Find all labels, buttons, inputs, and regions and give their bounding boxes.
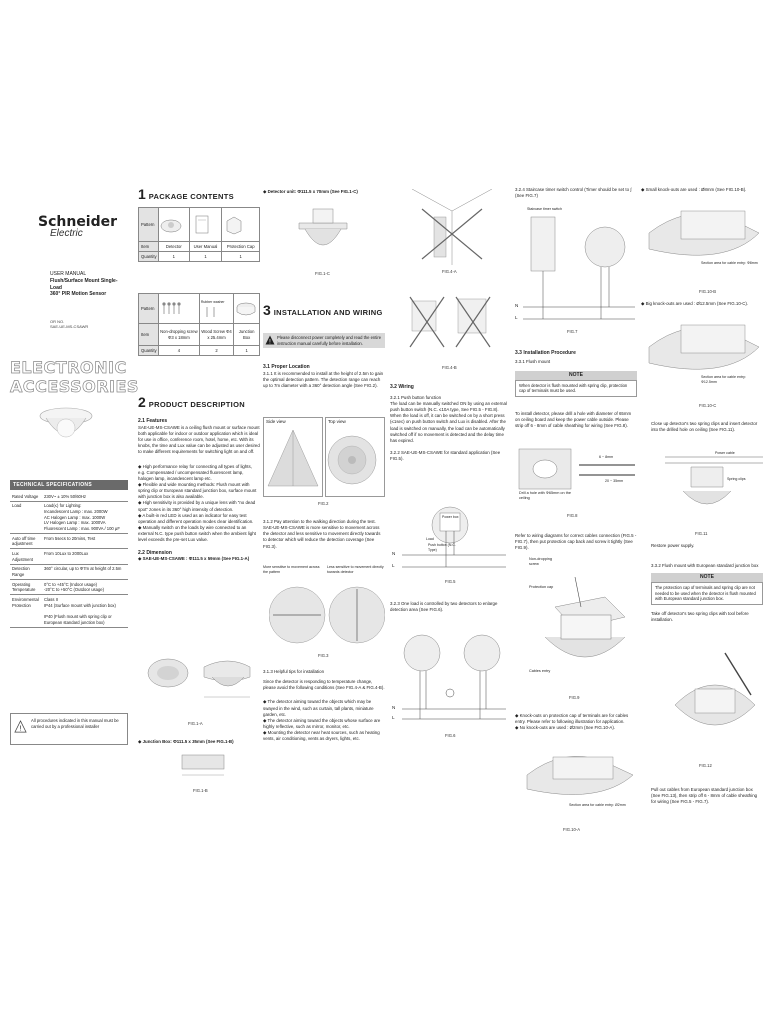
manual-pattern (189, 208, 222, 242)
spec-key: Environmental Protection (10, 595, 42, 627)
item-label: Item (139, 324, 159, 346)
side-view-label: Side view (266, 419, 286, 424)
fig-9-caption: FIG.9 (569, 695, 580, 700)
note-heading: NOTE (651, 573, 763, 582)
location-section (263, 361, 385, 389)
feature-bullet (138, 513, 260, 525)
detector-unit-text: Detector unit: Φ111.5 x 70mm (See FIG.1-C) (267, 189, 358, 194)
location-text-2: 3.1.2 Pay attention to the walking direction during the test. SAE-UE-MS-CSAWE is more sensitive to movement across the detector and less sensitive to movement directly towards to detector which will reduce the detection coverage (See FIG.3). (263, 519, 381, 549)
pattern-label: Pattern (139, 208, 159, 242)
tech-spec-table (10, 492, 128, 628)
staircase-label: Staircase timer switch (527, 207, 562, 211)
feature-bullet-text: High performance relay for connecting all types of lights, e.g. Compensated / uncompensated fluorescent lamp, halogen lamp, incandescent lamp etc. (138, 463, 252, 481)
neutral-label: N (392, 705, 396, 710)
qty-1: 1 (159, 252, 190, 262)
detector-pattern (159, 208, 190, 242)
manual-line1: USER MANUAL (50, 271, 87, 277)
fig-10b-drawing (645, 199, 763, 283)
top-view-box (325, 417, 385, 497)
caution-text: Please disconnect power completely and read the entire instruction manual carefully before installation. (277, 335, 382, 346)
push-button-label: Push button (N.C. Type) (428, 543, 456, 552)
installation-procedure (515, 347, 637, 429)
manual-title (50, 271, 128, 298)
fig-3-labels (263, 565, 385, 575)
fig-11-caption: FIG.11 (695, 531, 708, 536)
strip-label-2: 20 ~ 35mm (605, 479, 624, 483)
spec-value: Load(≤) for Lighting: Incandescent Lamp : max. 2000W AC Halogen Lamp : max. 1000W LV Halogen Lamp : max. 1000VA Fluorescent Lamp : max. 900VA / 100 μF (42, 501, 128, 533)
spec-key: Detection Range (10, 564, 42, 579)
item-2: Wood Screw Φ4 x 25.4mm (199, 324, 233, 346)
non-dropping-label: Non-dropping screw (529, 557, 553, 567)
qty-label: Quantity (139, 252, 159, 262)
fig-4b-drawing (408, 291, 498, 353)
warning-icon (265, 335, 275, 345)
knockout-none: ◆ No knock-outs are used : Ø2mm (See FIG.10-A). (515, 725, 616, 731)
spec-key: Auto off time adjustment (10, 534, 42, 549)
bullet-icon: ◆ (138, 482, 143, 487)
code-line1: OR NO. (50, 319, 65, 324)
manual-sheet (10, 183, 760, 848)
fig-1c-caption: FIG.1-C (315, 271, 330, 276)
fig-11-drawing (665, 447, 763, 525)
fig-10a-drawing (523, 741, 637, 821)
pull-cables-text: Pull out cables from European standard junction box (See FIG.13), then strip off 6 - 8mm of cable sheathing for wiring (See FIG.5 - FIG.7). (651, 787, 758, 805)
fig-10b-caption: FIG.10-B (699, 289, 716, 294)
cover-column (10, 183, 139, 848)
fig-9-drawing (515, 557, 637, 687)
pattern-label: Pattern (139, 294, 159, 324)
item-label: Item (139, 242, 159, 252)
section-2 (138, 394, 260, 562)
fig-7-drawing (515, 207, 637, 325)
big-line2: ACCESSORIES (10, 377, 139, 396)
flush-mount-heading: 3.3.1 Flush mount (515, 358, 551, 364)
section-1-heading (138, 186, 260, 202)
spring-clips-label: Spring clips (727, 477, 746, 481)
remove-clips-text: Take off detector's two spring clips with tool before installation. (651, 610, 749, 623)
fig-8-drawing (515, 445, 637, 511)
fig-4a-caption: FIG.4-A (442, 269, 457, 274)
location-text-1: 3.1.1 It is recommended to install at the height of 2.5m to gain the optimal detection pattern. The detection range can reach up to 7m diameter with a 360° detection angle (See FIG.2). (263, 370, 384, 389)
section-area-label: Section area for cable entry: Φ12.5mm (701, 375, 746, 384)
knockout-text-content: Knock-outs on protection cap of terminals are for cables entry. Please refer to following illustration for application. (515, 713, 629, 725)
item-3: Junction Box (234, 324, 260, 346)
feature-bullet-text: High sensitivity is provided by a unique lens with "no dead spot" zones in its 360° high intensity of detection. (138, 500, 256, 512)
fig-3-caption: FIG.3 (318, 653, 329, 658)
side-view-box (263, 417, 323, 497)
location-heading: 3.1 Proper Location (263, 364, 310, 370)
svg-text:!: ! (19, 723, 22, 733)
item-1: Non-dropping screw Φ3 x 18mm (159, 324, 200, 346)
section-title: INSTALLATION AND WIRING (273, 308, 383, 317)
section-number: 1 (138, 186, 146, 202)
section-number: 3 (263, 302, 271, 318)
tech-spec-row (10, 501, 128, 533)
package-table-1 (138, 207, 260, 262)
tech-spec-heading: TECHNICAL SPECIFICATIONS (10, 480, 128, 490)
power-box-label: Power box (442, 515, 459, 519)
section-area-label: Section area for cable entry: Ø2mm (569, 803, 626, 807)
less-sensitive-label: Less sensitive to movement directly towards detector (327, 565, 384, 574)
features-heading: 2.1 Features (138, 418, 168, 424)
push-button-heading: 3.2.1 Push button function (390, 394, 442, 400)
feature-bullet (138, 525, 260, 543)
tip-bullet-1: ◆ The detector aiming toward the objects which may be swayed in the wind, such as curtain, tall plants, miniature garden, etc. (263, 699, 374, 717)
warning-icon (14, 720, 27, 733)
schneider-logo (38, 215, 117, 239)
tech-spec-row (10, 492, 128, 501)
rubber-washer-label: Rubber washer (200, 300, 225, 305)
big-knockout-text: ◆ Big knock-outs are used : Ø12.5mm (See FIG.10-C). (641, 301, 749, 306)
column-installation (263, 183, 385, 848)
spec-key: Load (10, 501, 42, 533)
power-cable-label: Power cable (715, 451, 735, 455)
note-body: The protection cap of terminals and spring clip are not needed to be used when the detector is flush mounted with European standard junction box. (651, 582, 763, 605)
tech-spec-row (10, 595, 128, 627)
fig-1b-caption: FIG.1-B (193, 788, 208, 793)
manual-line3: 360° PIR Motion Sensor (50, 291, 107, 298)
fig-1c-drawing (293, 203, 353, 263)
fig-7-caption: FIG.7 (567, 329, 578, 334)
note-body: When detector is flush mounted with spring clip, protection cap of terminals must be used. (515, 380, 637, 397)
dimension-detector-text: SAE-UE-MS-CSAWE : Φ111.5 x 59mm (See FIG.1-A) (142, 556, 250, 562)
dimension-junction-text: Junction Box: Φ111.5 x 35mm (See FIG.1-B) (142, 739, 234, 744)
fig-5-caption: FIG.5 (445, 579, 456, 584)
tips-section (263, 669, 385, 743)
note-heading: NOTE (515, 371, 637, 380)
junction-box-pattern (234, 294, 260, 324)
wood-screw-pattern (199, 294, 233, 324)
tech-spec-row (10, 580, 128, 595)
dimension-heading: 2.2 Dimension (138, 549, 172, 556)
spec-key: Lux Adjustment (10, 549, 42, 564)
staircase-text: 3.2.4 Staircase timer switch control (Timer should be set to ∫ (See FIG.7) (515, 187, 632, 199)
section-title: PRODUCT DESCRIPTION (148, 400, 245, 409)
spec-value: From 10Lux to 2000Lux (42, 549, 128, 564)
features-text: SAE-UE-MS-CSAWE is a ceiling flush mount or surface mount both applicable for indoor or outdoor application which is ideal for use in office, conference room, hotel, home, etc. With its knobs, the time and Lux value can be adjusted as user desired to make different requirements for switching light on and off. (138, 424, 260, 455)
fig-8-caption: FIG.8 (567, 513, 578, 518)
fig-10a-caption: FIG.10-A (563, 827, 580, 832)
qty-3: 1 (234, 346, 260, 356)
bullet-icon: ◆ (138, 463, 143, 469)
eu-box-section (651, 563, 763, 623)
detector-unit-dim: ◆ Detector unit: Φ111.5 x 70mm (See FIG.1-C) (263, 189, 358, 194)
note-text: All procedures indicated in this manual must be carried out by a professional installer (31, 718, 119, 729)
restore-power-text: Restore power supply. (651, 543, 695, 548)
tech-spec-row (10, 534, 128, 549)
fig-10c-drawing (645, 313, 763, 397)
drill-instructions: To install detector, please drill a hole with diameter of 65mm on ceiling board and keep the power cable outside. Please strip off 6 - 8mm of cable sheathing for wiring (See FIG.8). (515, 411, 632, 429)
knockout-none-text: No knock-outs are used : Ø2mm (See FIG.10-A). (519, 725, 616, 731)
qty-3: 1 (222, 252, 260, 262)
feature-bullet (138, 482, 260, 500)
qty-2: 2 (199, 346, 233, 356)
feature-bullet (138, 464, 260, 482)
fig-12-caption: FIG.12 (699, 763, 712, 768)
product-code (50, 319, 88, 330)
tips-text: Since the detector is responding to temperature change, please avoid the following conditions (See FIG.4-A & FIG.4-B). (263, 679, 385, 691)
fig-5-drawing (390, 493, 510, 573)
fig-3-drawing (269, 581, 385, 649)
item-1: Detector (159, 242, 190, 252)
small-knockout-text: ◆ Small knock-outs are used : Ø8mm (See FIG.10-B). (641, 187, 747, 192)
strip-label-1: 6 ~ 8mm (599, 455, 614, 459)
drill-label: Drill a hole with Φ65mm on the ceiling (519, 491, 571, 501)
push-button-text: The load can be manually switched ON by using an external push button switch (N.C. ≤10A type, See FIG.5 - FIG.8). When the load is off, it can be switched on by a short press (≤1sec) on push button switch and Lux is disabled. After the load is switched on manually, the load can be automatically switched off if no movement is detected and the delay time has expired. (390, 400, 507, 443)
column-package-description (138, 183, 260, 848)
bullet-icon: ◆ (138, 500, 143, 506)
tip-bullet-2: ◆ The detector aiming toward the objects whose surface are highly reflective, such as mirror, monitor, etc. (263, 717, 381, 730)
logo-word: Schneider (38, 214, 118, 230)
column-knockouts (641, 183, 763, 848)
feature-bullet-text: A built-in red LED is used as an indicator for easy test operation and different operation modes clear identification. (138, 512, 254, 524)
screw-pattern (159, 294, 200, 324)
two-detector-text: 3.2.3 One load is controlled by two detectors to enlarge detection area (See FIG.6). (390, 601, 498, 613)
package-table-2 (138, 293, 260, 356)
live-label: L (392, 563, 395, 568)
code-line2: SAE-UE-MS-CSAWR (50, 324, 89, 330)
cables-entry-label: Cables entry (529, 669, 551, 673)
procedure-heading: 3.3 Installation Procedure (515, 350, 576, 356)
caution-box (263, 333, 385, 348)
live-label: L (392, 715, 395, 720)
sensor-image (38, 398, 94, 454)
spec-key: Rated Voltage (10, 492, 42, 501)
knockout-section (515, 713, 637, 731)
more-sensitive-label: More sensitive to movement across the pattern (263, 565, 320, 574)
wiring-heading: 3.2 Wiring (390, 384, 414, 390)
fig-1b-drawing (178, 751, 228, 779)
protection-cap-label: Protection cap (529, 585, 554, 589)
section-title: PACKAGE CONTENTS (148, 192, 234, 201)
qty-label: Quantity (139, 346, 159, 356)
column-procedure (515, 183, 637, 848)
fig-1a-drawing (146, 653, 256, 713)
standard-app-text: 3.2.2 SAE-UE-MS-CSAWE for standard application (See FIG.5). (390, 450, 501, 462)
item-3: Protection Cap (222, 242, 260, 252)
fig-6-drawing (390, 623, 510, 729)
item-2: User Manual (189, 242, 222, 252)
features-bullets (138, 464, 260, 544)
big-knockout-content: Big knock-outs are used : Ø12.5mm (See FIG.10-C). (645, 301, 749, 306)
dimension-junction-box: ◆ Junction Box: Φ111.5 x 35mm (See FIG.1-B) (138, 739, 234, 744)
tip-3-text: Mounting the detector near heat sources, such as heating vents, air conditioning, vents as dryers, lights, etc. (263, 730, 380, 742)
neutral-label: N (515, 303, 519, 308)
bullet-icon: ◆ (138, 525, 143, 531)
load-label: Load (426, 537, 434, 541)
wiring-reference-text: Refer to wiring diagrams for correct cables connection (FIG.5 - FIG.7), then put protection cap back and screw it tightly (See FIG.9). (515, 533, 637, 551)
spring-clip-text: Close up detector's two spring clips and insert detector into the drilled hole on ceiling (See FIG.11). (651, 421, 758, 433)
svg-text:!: ! (269, 339, 271, 345)
tip-2-text: The detector aiming toward the objects whose surface are highly reflective, such as mirror, monitor, etc. (263, 717, 381, 730)
top-view-label: Top view (328, 419, 346, 424)
fig-2-caption: FIG.2 (318, 501, 329, 506)
fig-6-caption: FIG.6 (445, 733, 456, 738)
section-number: 2 (138, 394, 146, 410)
big-line1: ELECTRONIC (10, 358, 127, 377)
qty-2: 1 (189, 252, 222, 262)
tip-1-text: The detector aiming toward the objects which may be swayed in the wind, such as curtain, tall plants, miniature garden, etc. (263, 699, 374, 717)
spec-value: 360° circular, up to Φ7m at height of 2.5m (42, 564, 128, 579)
neutral-label: N (392, 551, 396, 556)
feature-bullet-text: Manually switch on the loads by wire connected to an external N.C. type push button switch when the ambient light level exceeds the pre-set Lux value. (138, 525, 256, 543)
spec-key: Operating Temperature (10, 580, 42, 595)
spec-value: From 5secs to 20mins, Test (42, 534, 128, 549)
tip-bullet-3: ◆ Mounting the detector near heat sources, such as heating vents, air conditioning, vents as dryers, lights, etc. (263, 730, 380, 742)
live-label: L (515, 315, 518, 320)
fig-4a-drawing (412, 189, 492, 265)
spec-value: Class II IP44 (Surface mount with junction box) IP40 (Flush mount with spring clip or European standard junction box) (42, 595, 128, 627)
feature-bullet (138, 500, 260, 512)
small-knockout-content: Small knock-outs are used : Ø8mm (See FIG.10-B). (645, 187, 747, 192)
section-2-heading (138, 394, 260, 410)
feature-bullet-text: Flexible and wide mounting methods: Flush mount with spring clip or European standard junction box, surface mount with junction box is also available. (138, 482, 257, 500)
column-wiring (390, 183, 510, 848)
spec-value: 0°C to +45°C (Indoor usage) -20°C to +50°C (Outdoor usage) (42, 580, 128, 595)
fig-10c-caption: FIG.10-C (699, 403, 717, 408)
knockout-text: ◆ Knock-outs on protection cap of terminals are for cables entry. Please refer to following illustration for application. (515, 713, 629, 725)
tips-heading: 3.1.3 Helpful tips for installation (263, 669, 325, 674)
professional-installer-note (10, 713, 128, 745)
tech-spec-row (10, 549, 128, 564)
section-3-heading (263, 302, 383, 318)
fig-12-drawing (665, 645, 763, 755)
logo-sub: Electric (50, 228, 83, 239)
fig-4b-caption: FIG.4-B (442, 365, 457, 370)
bullet-icon: ◆ (138, 512, 143, 518)
fig-1a-caption: FIG.1-A (188, 721, 203, 726)
dimension-detector: ◆ SAE-UE-MS-CSAWE : Φ111.5 x 59mm (See FIG.1-A) (138, 556, 250, 562)
spec-value: 230V~ ± 10% 50/60Hz (42, 492, 128, 501)
tech-spec-row (10, 564, 128, 579)
qty-1: 4 (159, 346, 200, 356)
section-area-label: Section area for cable entry: Φ8mm (701, 261, 758, 265)
manual-line2: Flush/Surface Mount Single-Load (50, 277, 118, 291)
electronic-accessories-title (10, 358, 139, 396)
wiring-section (390, 381, 510, 462)
eu-box-heading: 3.3.2 Flush mount with European standard junction box (651, 563, 759, 568)
cap-pattern (222, 208, 260, 242)
